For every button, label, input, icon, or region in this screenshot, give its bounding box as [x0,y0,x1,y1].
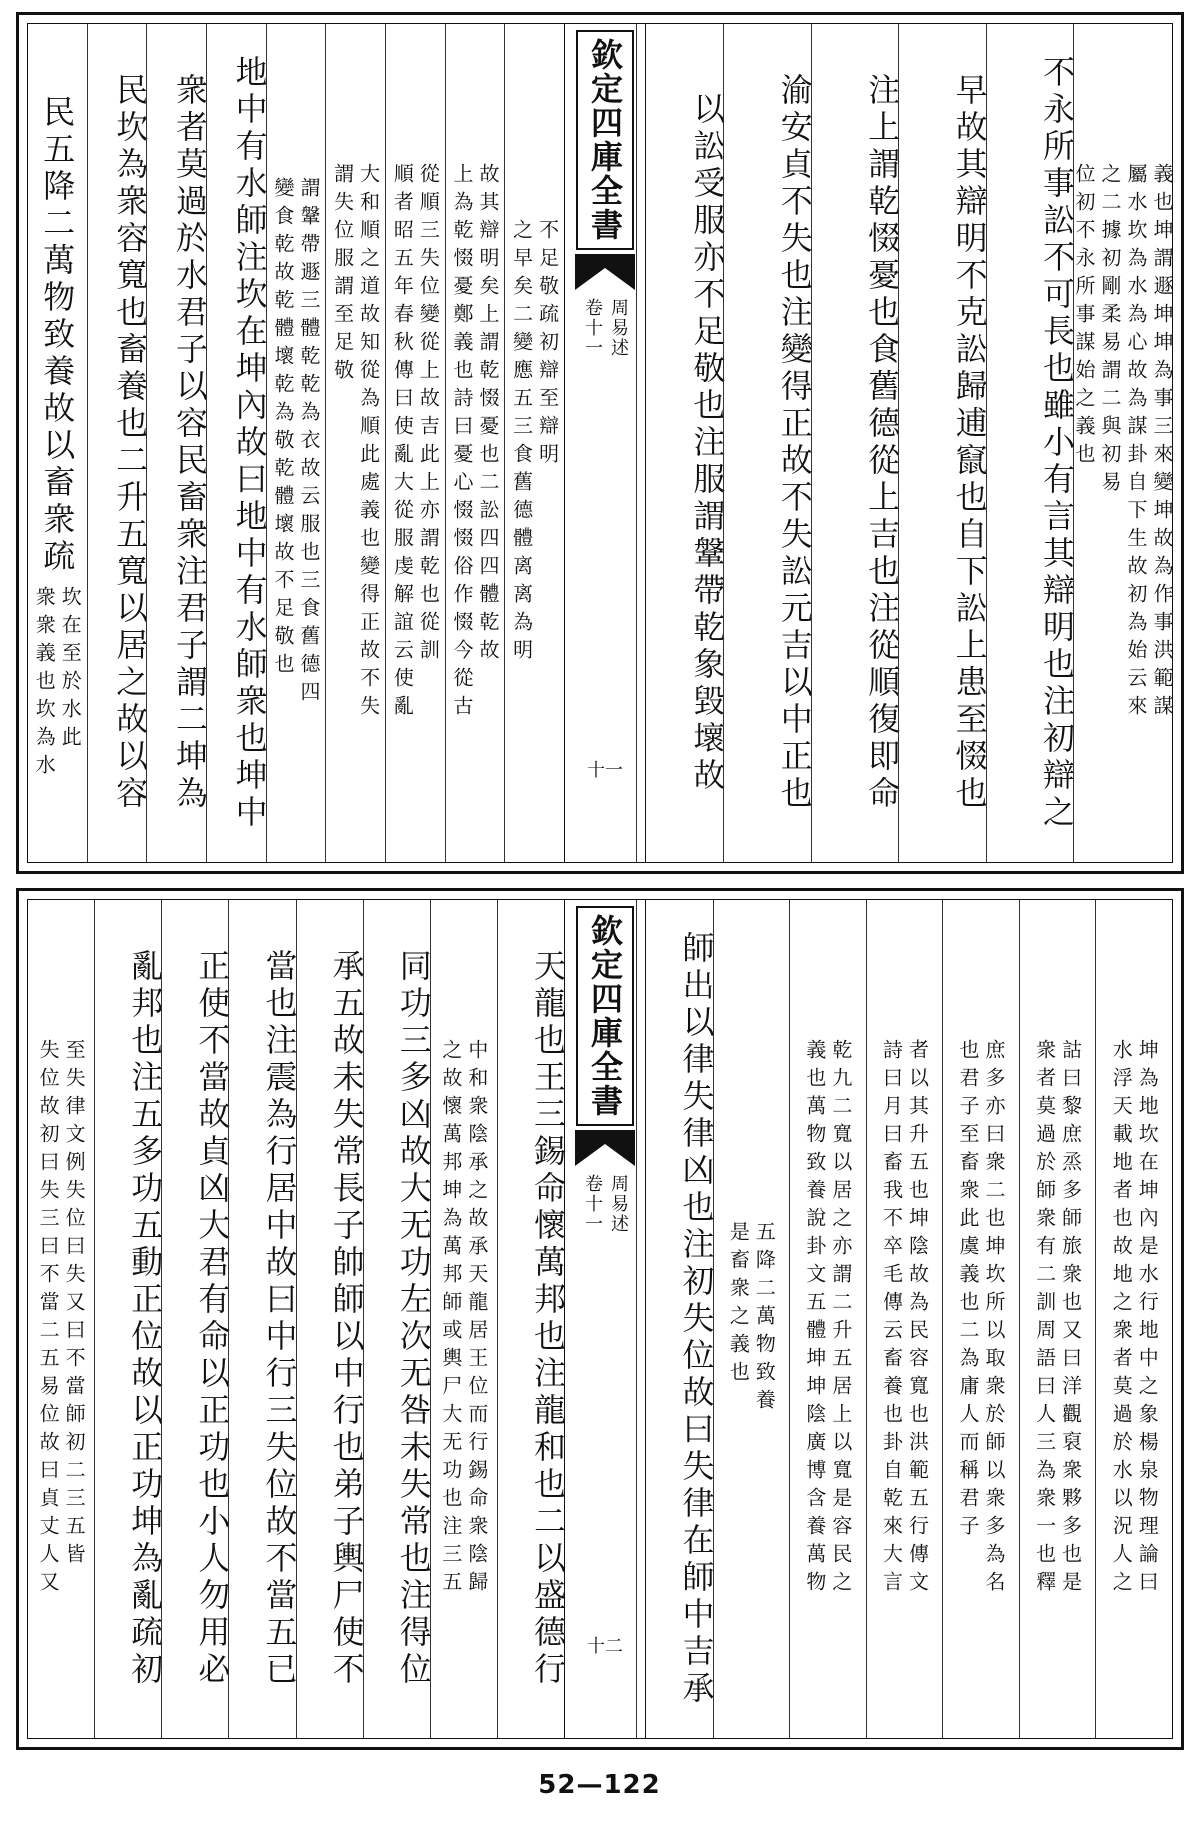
text-column [497,900,567,1738]
text-column [161,900,232,1738]
commentary-text: 至失律文例失位曰失又曰不當師初二三五皆 [62,1039,87,1571]
text-column [942,900,1019,1738]
top-left-half [28,24,564,862]
bottom-page-frame [27,899,1173,1739]
book-subtitle: 周易述 [608,1174,629,1234]
text-column [636,24,727,862]
commentary-text: 五降二萬物致養 [752,1221,777,1417]
commentary-text: 從順三失位變從上故吉此上亦謂乾也從訓 [416,163,441,667]
footer-page-number: 52—122 [538,1770,661,1800]
commentary-text: 位初不永所事謀始之義也 [1072,163,1096,471]
page-number: 十一 [587,760,623,781]
commentary-text: 坤為地坎在坤內是水行地中之象楊泉物理論曰 [1135,1039,1160,1599]
text-column [206,24,269,862]
commentary-pair [956,1029,1007,1609]
text-column [430,900,497,1738]
commentary-text: 謂失位服謂至足敬 [330,163,355,387]
commentary-text: 謂鞶帶遯三體乾乾為衣故云服也三食舊德四 [296,177,321,709]
commentary-text: 衆衆義也坎為水 [32,585,57,782]
main-text: 衆者莫過於水君子以容民畜衆注君子謂二坤為 [170,73,209,813]
text-column [1095,900,1172,1738]
main-text: 注上謂乾惙憂也食舊德從上吉也注從順復即命 [863,73,902,813]
commentary-text: 詁曰黎庶烝多師旅衆也又曰洋觀裒衆夥多也是 [1058,1039,1083,1599]
text-column [87,24,150,862]
commentary-text: 乾九二寬以居之亦謂二升五居上以寬是容民之 [828,1039,853,1599]
commentary-pair [1074,153,1172,733]
text-column [228,900,299,1738]
top-page-frame [27,23,1173,863]
commentary-pair [390,153,441,733]
commentary-text: 是畜衆之義也 [726,1221,751,1389]
commentary-text: 義也萬物致養說卦文五體坤坤陰廣博含養萬物 [802,1039,827,1599]
text-column [28,24,87,862]
commentary-text: 變食乾故乾體壞乾為敬乾體壞故不足敬也 [270,177,295,681]
commentary-text: 詩曰月曰畜我不卒毛傳云畜養也卦自乾來大言 [879,1039,904,1599]
top-page [16,12,1184,874]
text-column [811,24,902,862]
commentary-pair [802,1029,853,1609]
text-column [789,900,866,1738]
main-text: 民五降二萬物致養故以畜衆疏 [38,94,77,576]
main-text: 不永所事訟不可長也雖小有言其辯明也注初辯之 [1038,54,1076,832]
commentary-text: 庶多亦曰衆二也坤坎所以取衆於師以衆多為名 [982,1039,1007,1599]
commentary-text: 衆者莫過於師衆有二訓周語曰人三為衆一也釋 [1032,1039,1057,1599]
main-text: 同功三多凶故大无功左次无咎未失常也注得位 [394,949,433,1689]
commentary-pair [438,1029,489,1609]
fish-tail-mark-icon [575,254,635,290]
text-column [636,900,716,1738]
text-column [713,900,790,1738]
commentary-pair [32,576,83,792]
text-column [296,900,366,1738]
commentary-text: 失位故初曰失三曰不當二五易位故曰貞丈人又 [36,1039,61,1599]
main-text: 渝安貞不失也注變得正故不失訟元吉以中正也 [775,73,814,813]
text-column [1019,900,1096,1738]
main-text: 以訟受服亦不足敬也注服謂鞶帶乾象毀壞故 [688,91,727,795]
text-column [1073,24,1172,862]
main-text: 亂邦也注五多功五動正位故以正功坤為亂疏初 [126,949,165,1689]
volume-label: 卷十一 [582,1174,603,1234]
bottom-center-column [564,900,646,1738]
text-column [986,24,1076,862]
main-text: 地中有水師注坎在坤內故曰地中有水師衆也坤中 [230,54,269,832]
commentary-text: 坎在至於水此 [58,585,83,754]
commentary-text: 者以其升五也坤陰故為民容寬也洪範五行傳文 [905,1039,930,1599]
main-text: 早故其辯明不克訟歸逋竄也自下訟上患至惙也 [950,73,989,813]
main-text: 天龍也王三錫命懷萬邦也注龍和也二以盛德行 [529,949,567,1689]
commentary-pair [1032,1029,1083,1609]
commentary-pair [726,1211,777,1427]
text-column [898,24,989,862]
commentary-pair [449,153,500,733]
text-column [385,24,445,862]
bottom-page [16,888,1184,1750]
book-meta [579,298,631,358]
main-text: 民坎為衆容寬也畜養也二升五寬以居之故以容 [111,73,150,813]
commentary-pair [1109,1029,1160,1609]
commentary-text: 之二據初剛柔易謂二與初易 [1098,163,1122,499]
commentary-text: 水浮天載地者也故地之衆者莫過於水以況人之 [1109,1039,1134,1599]
text-column [146,24,209,862]
commentary-text: 也君子至畜衆此虞義也二為庸人而稱君子 [956,1039,981,1543]
book-title: 欽定四庫全書 [576,906,634,1126]
commentary-text: 不足敬疏初辯至辯明 [535,219,560,471]
main-text: 師出以律失律凶也注初失位故曰失律在師中吉承 [677,930,716,1708]
commentary-pair [36,1029,87,1609]
commentary-text: 上為乾惙憂鄭義也詩曰憂心惙惙俗作惙今從古 [449,163,474,723]
top-right-half [636,24,1172,862]
commentary-text: 之故懷萬邦坤為萬邦師或輿尸大无功也注三五 [438,1039,463,1599]
commentary-pair [509,209,560,677]
top-center-column [564,24,646,862]
text-column [866,900,943,1738]
commentary-text: 故其辯明矣上謂乾惙憂也二訟四四體乾故 [475,163,500,667]
text-column [28,900,94,1738]
book-title: 欽定四庫全書 [576,30,634,250]
main-text: 當也注震為行居中故曰中行三失位故不當五已 [260,949,299,1689]
main-text: 承五故未失常長子帥師以中行也弟子輿尸使不 [327,949,366,1689]
text-column [363,900,433,1738]
text-column [723,24,814,862]
main-text: 正使不當故貞凶大君有命以正功也小人勿用必 [193,949,232,1689]
text-column [504,24,564,862]
commentary-text: 順者昭五年春秋傳曰使亂大從服虔解誼云使亂 [390,163,415,723]
commentary-text: 大和順之道故知從為順此處義也變得正故不失 [356,163,381,723]
commentary-text: 之早矣二變應五三食舊德體离离為明 [509,219,534,667]
book-subtitle: 周易述 [608,298,629,358]
text-column [94,900,165,1738]
commentary-text: 屬水坎為水為心故為謀卦自下生故初為始云來 [1124,163,1148,723]
bottom-right-half [636,900,1172,1738]
commentary-pair [330,153,381,733]
text-column [266,24,326,862]
commentary-pair [270,167,321,719]
book-meta [579,1174,631,1234]
commentary-text: 中和衆陰承之故承天龍居王位而行錫命衆陰歸 [464,1039,489,1599]
fish-tail-mark-icon [575,1130,635,1166]
commentary-text: 義也坤謂遯坤坤為事三來變坤故為作事洪範謀 [1150,163,1174,723]
text-column [445,24,505,862]
commentary-pair [879,1029,930,1609]
page-number: 十二 [587,1636,623,1657]
volume-label: 卷十一 [582,298,603,358]
text-column [325,24,385,862]
bottom-left-half [28,900,567,1738]
